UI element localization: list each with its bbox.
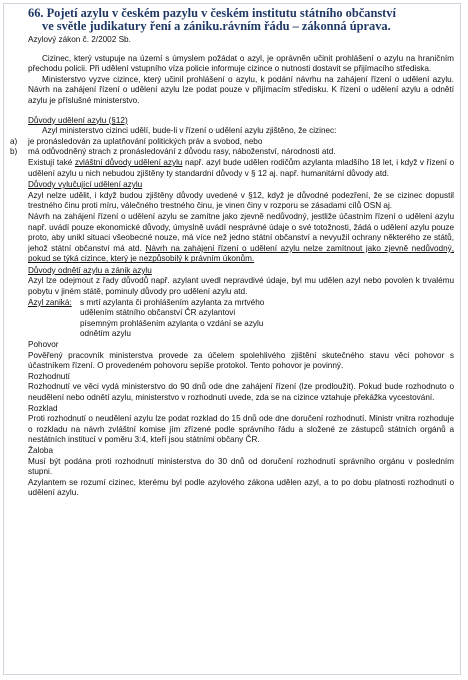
- special-grounds-term: zvláštní důvody udělení azylu: [74, 157, 183, 167]
- exclusion-text: Návrh na zahájení řízení o udělení azylu se zamítne jako zjevně nedůvodný, jestliže účastním řízení o udělení azylu např. uvádí pouze ekonomické důvody, úmyslně uvádí nesprávné údaje o své totožnosti, žádá o udělení azylu pouze proto, aby unikl situaci všeobecné nouze, má více než jedno státní občanství a nevyužil ochrany některého ze států, jehož státní občanství má atd.: [28, 211, 454, 253]
- exclusion-paragraph-1: Azyl nelze udělit, i když budou zjištěny důvody uvedené v §12, když je důvodné podezření, že se cizinec dopustil trestného činu proti míru, válečného trestného činu, je vinen činy v rozporu se zásadami cílů OSN aj.: [28, 190, 454, 211]
- exclusion-underlined-text: Návrh na zahájení řízení o udělení azylu nelze zamítnout jako zjevně nedůvodný, pokud se týká cizince, který je nezpůsobilý k právním úkonům.: [28, 243, 454, 264]
- grounds-intro: Azyl ministerstvo cizinci udělí, bude-li v řízení o udělení azylu zjištěno, že cizinec:: [42, 126, 337, 136]
- termination-item: písemným prohlášením azylanta o vzdání se azylu: [80, 318, 264, 328]
- list-marker: a): [10, 136, 18, 146]
- section-heading-grounds: Důvody udělení azylu (§12): [28, 115, 128, 125]
- list-item: [10, 136, 454, 148]
- termination-list: [28, 298, 454, 309]
- list-item: [10, 147, 454, 158]
- title-line-2: ve světle judikatury ření a zániku.rávním řádu – zákonná úprava.: [42, 19, 391, 33]
- document-page: [3, 3, 461, 675]
- list-item-text: je pronásledován za uplatňování politických práv a svobod, nebo: [28, 136, 263, 146]
- document-title: [28, 7, 454, 33]
- termination-item: s mrtí azylanta či prohlášením azylanta za mrtvého: [80, 297, 265, 307]
- appeal-paragraph: Proti rozhodnutí o neudělení azylu lze podat rozklad do 15 dnů ode dne doručení rozhodnutí. Ministr vnitra rozhoduje o rozkladu na návrh zvláštní komise jím zřízené podle správního řádu a složené ze zástupců státních orgánů a nestátních institucí v poměru 3:4, kteří jsou státními občany ČR.: [28, 414, 454, 445]
- special-grounds-text-post: např. azyl bude udělen rodičům azylanta mladšího 18 let, i když v řízení o udělení azylu u nich nebudou zjištěny ty standardní důvody v § 12 aj. např. humanitární důvody atd.: [28, 157, 454, 178]
- exclusion-paragraph-2: [28, 212, 454, 265]
- intro-paragraph-1: Cizinec, který vstupuje na území s úmyslem požádat o azyl, je oprávněn učinit prohlášení o azylu na hraničním přechodu policii. Při udělení vstupního víza policie informuje cizince o nutnosti dostavit se přijímacího střediska.: [28, 53, 454, 74]
- law-reference: Azylový zákon č. 2/2002 Sb.: [28, 35, 131, 44]
- revocation-paragraph: Azyl lze odejmout z řady důvodů např. azylant uvedl nepravdivé údaje, byl mu udělen azyl nebo povolen k trvalému pobytu v jiném státě, pominuly důvody pro udělení azylu atd.: [28, 276, 454, 297]
- section-heading-decision: Rozhodnutí: [28, 371, 70, 381]
- title-line-1: 66. Pojetí azylu v českém pazylu v českém institutu státního občanství: [28, 6, 396, 20]
- decision-paragraph: Rozhodnutí ve věci vydá ministerstvo do 90 dnů ode dne zahájení řízení (lze prodloužit). Pokud bude rozhodnuto o neudělení nebo odnětí azylu, ministerstvo v rozhodnutí uvede, zda se na cizince vztahuje překážka vycestování.: [28, 382, 454, 402]
- termination-item: odnětím azylu: [80, 329, 131, 339]
- termination-label: Azyl zaniká:: [28, 297, 72, 307]
- interview-paragraph: Pověřený pracovník ministerstva provede za účelem spolehlivého zjištění skutečného stavu věci pohovor s účastníkem řízení. O provedeném pohovoru sepíše protokol. Tento pohovor je povinný.: [28, 350, 454, 371]
- asylant-definition: Azylantem se rozumí cizinec, kterému byl podle azylového zákona udělen azyl, a to po dobu platnosti rozhodnutí o udělení azylu.: [28, 477, 454, 498]
- section-heading-interview: Pohovor: [28, 340, 59, 350]
- section-heading-revocation: Důvody odnětí azylu a zánik azylu: [28, 265, 152, 275]
- lawsuit-paragraph: Musí být podána proti rozhodnutí ministerstva do 30 dnů od doručení rozhodnutí správního orgánu v posledním stupni.: [28, 456, 454, 477]
- section-heading-appeal: Rozklad: [28, 403, 58, 413]
- list-marker: b): [10, 147, 18, 157]
- termination-item: udělením státního občanství ČR azylantovi: [80, 308, 236, 318]
- section-heading-exclusion: Důvody vylučující udělení azylu: [28, 180, 143, 190]
- special-grounds-paragraph: [28, 158, 454, 179]
- special-grounds-text-pre: Existují také: [28, 157, 75, 167]
- section-heading-lawsuit: Žaloba: [28, 445, 54, 455]
- intro-paragraph-2: Ministerstvo vyzve cizince, který učinil prohlášení o azylu, k podání návrhu na zahájení řízení o udělení azylu. Návrh na zahájení řízení o udělení azylu lze podat pouze v přijímacím středisku. K řízení o udělení azylu a odnětí azylu je příslušné ministerstvo.: [28, 74, 454, 105]
- list-item-text: má odůvodněný strach z pronásledování z důvodu rasy, náboženství, národnosti atd.: [28, 147, 336, 157]
